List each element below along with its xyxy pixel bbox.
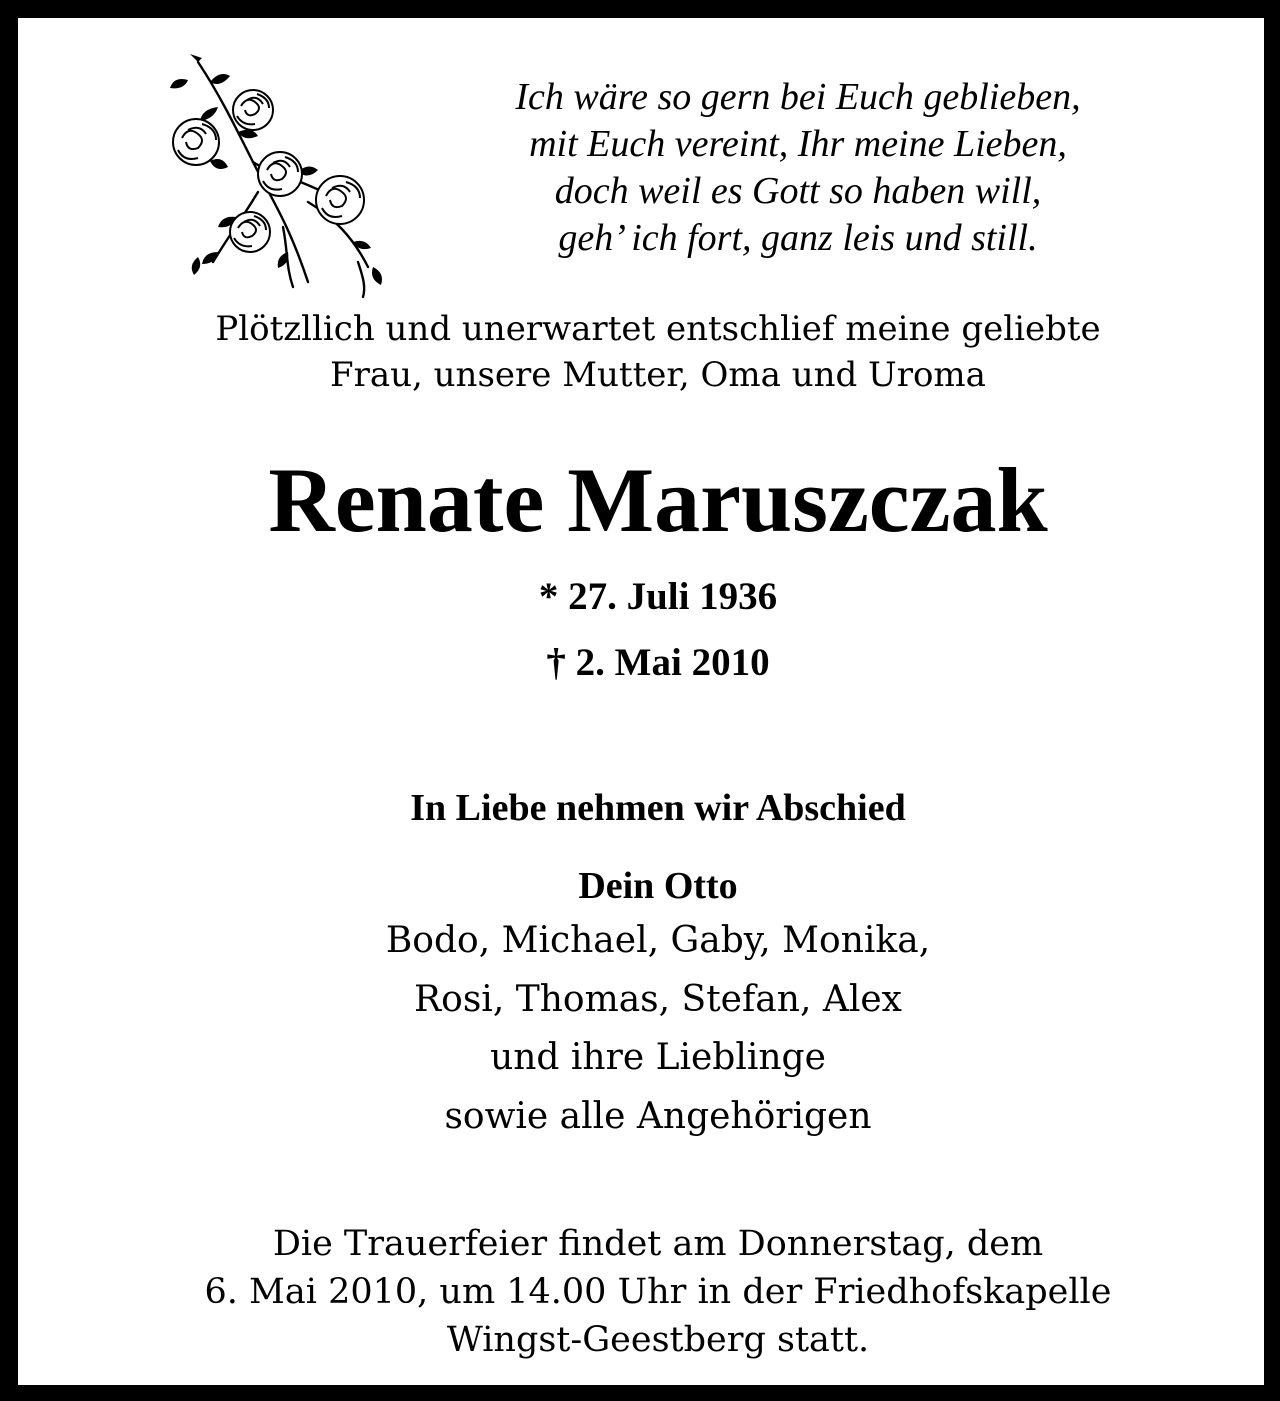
poem-line: doch weil es Gott so haben will, <box>554 170 1042 212</box>
birth-date: * 27. Juli 1936 <box>538 575 778 618</box>
poem-line: mit Euch vereint, Ihr meine Lieben, <box>529 123 1067 165</box>
mourner-lead: Dein Otto <box>578 865 738 907</box>
intro-line: Plötzllich und unerwartet entschlief meine geliebte <box>215 309 1101 349</box>
mourner-line: sowie alle Angehörigen <box>444 1095 872 1137</box>
mourner-line: Rosi, Thomas, Stefan, Alex <box>414 978 902 1020</box>
intro-line: Frau, unsere Mutter, Oma und Uroma <box>330 355 986 395</box>
service-line: 6. Mai 2010, um 14.00 Uhr in der Friedhofskapelle <box>204 1272 1112 1312</box>
poem-line: geh’ ich fort, ganz leis und still. <box>558 217 1038 259</box>
farewell-heading: In Liebe nehmen wir Abschied <box>410 787 906 829</box>
rose-branch-icon <box>158 52 408 302</box>
death-date: † 2. Mai 2010 <box>546 641 770 684</box>
memorial-poem <box>438 74 1158 262</box>
service-line: Die Trauerfeier findet am Donnerstag, dem <box>272 1224 1044 1264</box>
mourner-line: Bodo, Michael, Gaby, Monika, <box>385 920 931 961</box>
mourner-line: und ihre Lieblinge <box>490 1037 826 1078</box>
intro-text <box>58 306 1258 398</box>
mourners-list <box>58 860 1258 1146</box>
service-line: Wingst-Geestberg statt. <box>446 1320 870 1360</box>
life-dates <box>58 571 1258 703</box>
poem-line: Ich wäre so gern bei Euch geblieben, <box>515 76 1081 118</box>
funeral-service-info <box>58 1220 1258 1364</box>
deceased-name: Renate Maruszczak <box>268 449 1048 551</box>
